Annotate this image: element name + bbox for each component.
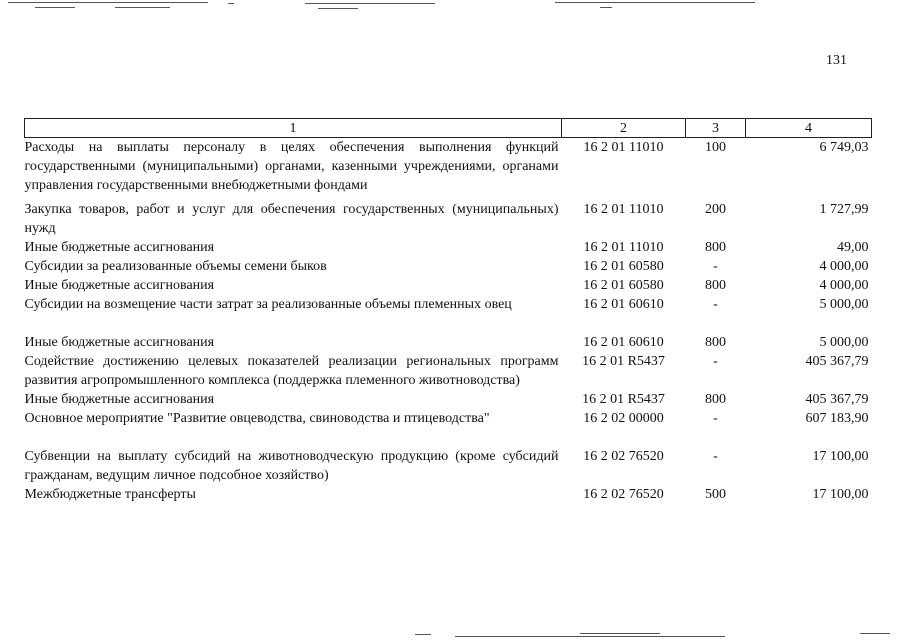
scan-artifact-line bbox=[455, 636, 725, 637]
table-row bbox=[25, 390, 872, 409]
row-type: - bbox=[713, 297, 718, 312]
row-code: 16 2 01 60610 bbox=[583, 335, 664, 350]
scan-artifact-line bbox=[115, 7, 170, 8]
row-name: Иные бюджетные ассигнования bbox=[24, 335, 215, 350]
row-code: 16 2 01 60580 bbox=[583, 278, 664, 293]
table-row bbox=[25, 195, 872, 238]
row-amount: 17 100,00 bbox=[812, 449, 869, 464]
scan-artifact-line bbox=[600, 7, 612, 8]
row-name: Иные бюджетные ассигнования bbox=[24, 240, 215, 255]
row-code: 16 2 01 60610 bbox=[583, 297, 664, 312]
row-amount: 1 727,99 bbox=[819, 202, 869, 217]
row-type: 800 bbox=[705, 392, 726, 407]
row-type: 800 bbox=[705, 335, 726, 350]
row-amount: 607 183,90 bbox=[805, 411, 869, 426]
row-code: 16 2 01 R5437 bbox=[582, 354, 665, 369]
row-code: 16 2 02 00000 bbox=[583, 411, 664, 426]
row-name: Содействие достижению целевых показателей реализации региональных программ развития агропромышленного комплекса (поддержка племенного животноводства) bbox=[24, 354, 559, 388]
scan-artifact-line bbox=[8, 2, 208, 3]
row-name: Иные бюджетные ассигнования bbox=[24, 392, 215, 407]
table-row bbox=[25, 447, 872, 485]
scan-artifact-line bbox=[228, 3, 234, 4]
row-name: Закупка товаров, работ и услуг для обеспечения государственных (муниципальных) нужд bbox=[24, 202, 559, 236]
table-row bbox=[25, 138, 872, 196]
row-amount: 5 000,00 bbox=[819, 335, 869, 350]
scan-artifact-line bbox=[305, 3, 435, 4]
row-amount: 6 749,03 bbox=[819, 140, 869, 155]
scan-artifact-line bbox=[35, 7, 75, 8]
scan-artifact-line bbox=[318, 8, 358, 9]
row-amount: 4 000,00 bbox=[819, 259, 869, 274]
row-type: 200 bbox=[705, 202, 726, 217]
header-cell: 4 bbox=[746, 119, 872, 138]
header-cell: 1 bbox=[25, 119, 562, 138]
table-row bbox=[25, 276, 872, 295]
scan-artifact-line bbox=[580, 633, 660, 634]
table-row bbox=[25, 238, 872, 257]
row-amount: 49,00 bbox=[837, 240, 869, 255]
scan-artifact-line bbox=[555, 2, 755, 3]
row-code: 16 2 01 11010 bbox=[583, 240, 664, 255]
row-amount: 4 000,00 bbox=[819, 278, 869, 293]
row-code: 16 2 01 11010 bbox=[583, 202, 664, 217]
row-code: 16 2 01 R5437 bbox=[582, 392, 665, 407]
row-name: Расходы на выплаты персоналу в целях обеспечения выполнения функций государственными (муниципальными) органами, казенными учреждениями, органами управления государственными внебюджетными фондами bbox=[24, 140, 559, 193]
row-name: Межбюджетные трансферты bbox=[24, 487, 196, 502]
row-type: - bbox=[713, 354, 718, 369]
row-type: - bbox=[713, 259, 718, 274]
table-row bbox=[25, 257, 872, 276]
row-type: - bbox=[713, 449, 718, 464]
row-name: Иные бюджетные ассигнования bbox=[24, 278, 215, 293]
row-amount: 5 000,00 bbox=[819, 297, 869, 312]
row-type: 800 bbox=[705, 278, 726, 293]
row-amount: 405 367,79 bbox=[805, 392, 869, 407]
table-row bbox=[25, 333, 872, 352]
row-type: - bbox=[713, 411, 718, 426]
table-header-row bbox=[25, 119, 872, 138]
header-cell: 3 bbox=[686, 119, 746, 138]
row-type: 500 bbox=[705, 487, 726, 502]
row-amount: 405 367,79 bbox=[805, 354, 869, 369]
row-code: 16 2 02 76520 bbox=[583, 487, 664, 502]
row-type: 800 bbox=[705, 240, 726, 255]
row-code: 16 2 01 60580 bbox=[583, 259, 664, 274]
row-name: Субсидии на возмещение части затрат за реализованные объемы племенных овец bbox=[24, 297, 512, 312]
table-row bbox=[25, 295, 872, 333]
row-amount: 17 100,00 bbox=[812, 487, 869, 502]
row-code: 16 2 01 11010 bbox=[583, 140, 664, 155]
row-name: Субсидии за реализованные объемы семени быков bbox=[24, 259, 327, 274]
budget-table bbox=[24, 118, 872, 504]
row-name: Основное мероприятие "Развитие овцеводства, свиноводства и птицеводства" bbox=[24, 411, 490, 426]
table-row bbox=[25, 409, 872, 447]
scan-artifact-line bbox=[415, 634, 431, 635]
table-row bbox=[25, 485, 872, 504]
header-cell: 2 bbox=[562, 119, 686, 138]
table-row bbox=[25, 352, 872, 390]
row-name: Субвенции на выплату субсидий на животноводческую продукцию (кроме субсидий гражданам, ведущим личное подсобное хозяйство) bbox=[24, 449, 559, 483]
row-code: 16 2 02 76520 bbox=[583, 449, 664, 464]
page-number: 131 bbox=[826, 53, 847, 68]
row-type: 100 bbox=[705, 140, 726, 155]
scan-artifact-line bbox=[860, 633, 890, 634]
